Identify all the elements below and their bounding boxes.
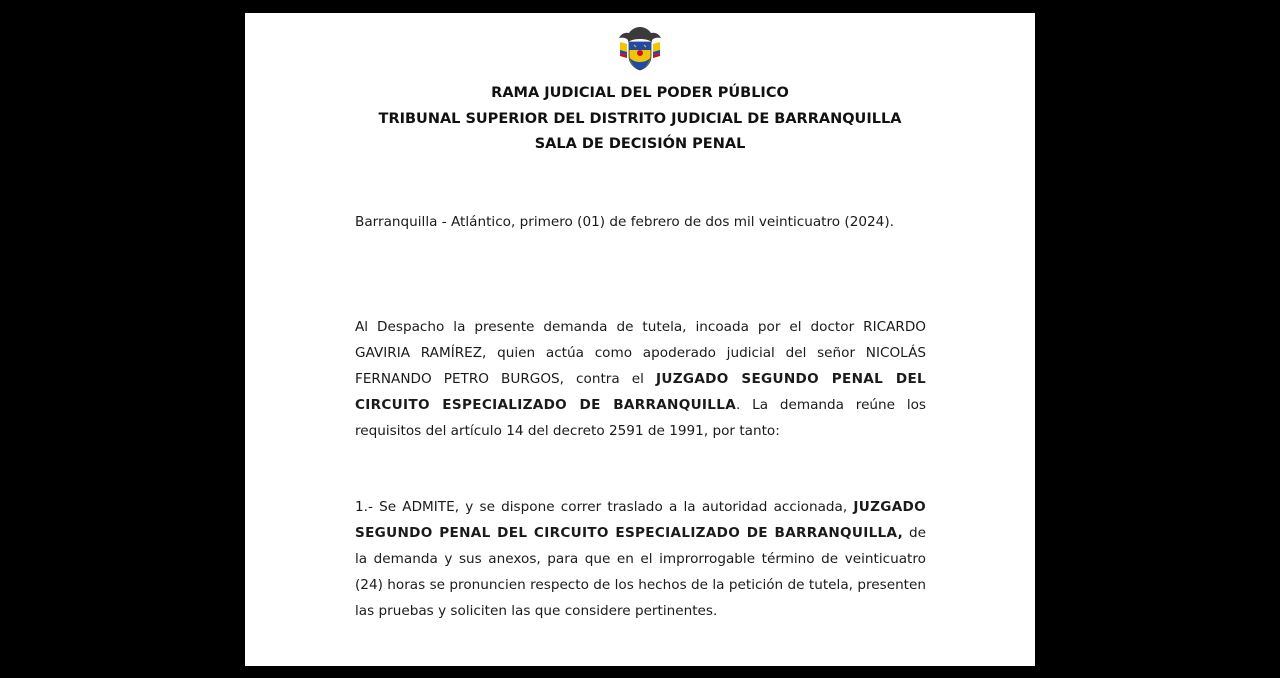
order-text-start: 1.- Se ADMITE, y se dispone correr traslado a la autoridad accionada, bbox=[355, 499, 854, 515]
intro-text-end: . La demanda reúne los requisitos del artículo 14 del decreto 2591 de 1991, por tanto: bbox=[355, 397, 926, 439]
header-tribunal: TRIBUNAL SUPERIOR DEL DISTRITO JUDICIAL DE BARRANQUILLA bbox=[378, 111, 902, 127]
intro-paragraph bbox=[355, 314, 926, 444]
intro-text-start: Al Despacho la presente demanda de tutela, incoada por el doctor RICARDO GAVIRIA RAMÍREZ, quien actúa como apoderado judicial del señor NICOLÁS FERNANDO PETRO BURGOS, contra el bbox=[355, 319, 926, 387]
colombia-coat-of-arms-icon bbox=[617, 24, 663, 72]
order-text-end: de la demanda y sus anexos, para que en el improrrogable término de veinticuatro (24) horas se pronuncien respecto de los hechos de la petición de tutela, presenten las pruebas y soliciten las que considere pertinentes. bbox=[355, 525, 926, 619]
document-page bbox=[245, 13, 1035, 666]
header-branch: RAMA JUDICIAL DEL PODER PÚBLICO bbox=[491, 85, 789, 101]
intro-court-name: JUZGADO SEGUNDO PENAL DEL CIRCUITO ESPECIALIZADO DE BARRANQUILLA bbox=[355, 371, 926, 413]
order-paragraph bbox=[355, 494, 926, 624]
header-chamber: SALA DE DECISIÓN PENAL bbox=[534, 136, 746, 152]
date-paragraph: Barranquilla - Atlántico, primero (01) de febrero de dos mil veinticuatro (2024). bbox=[355, 214, 894, 230]
order-court-name: JUZGADO SEGUNDO PENAL DEL CIRCUITO ESPECIALIZADO DE BARRANQUILLA, bbox=[355, 499, 926, 541]
